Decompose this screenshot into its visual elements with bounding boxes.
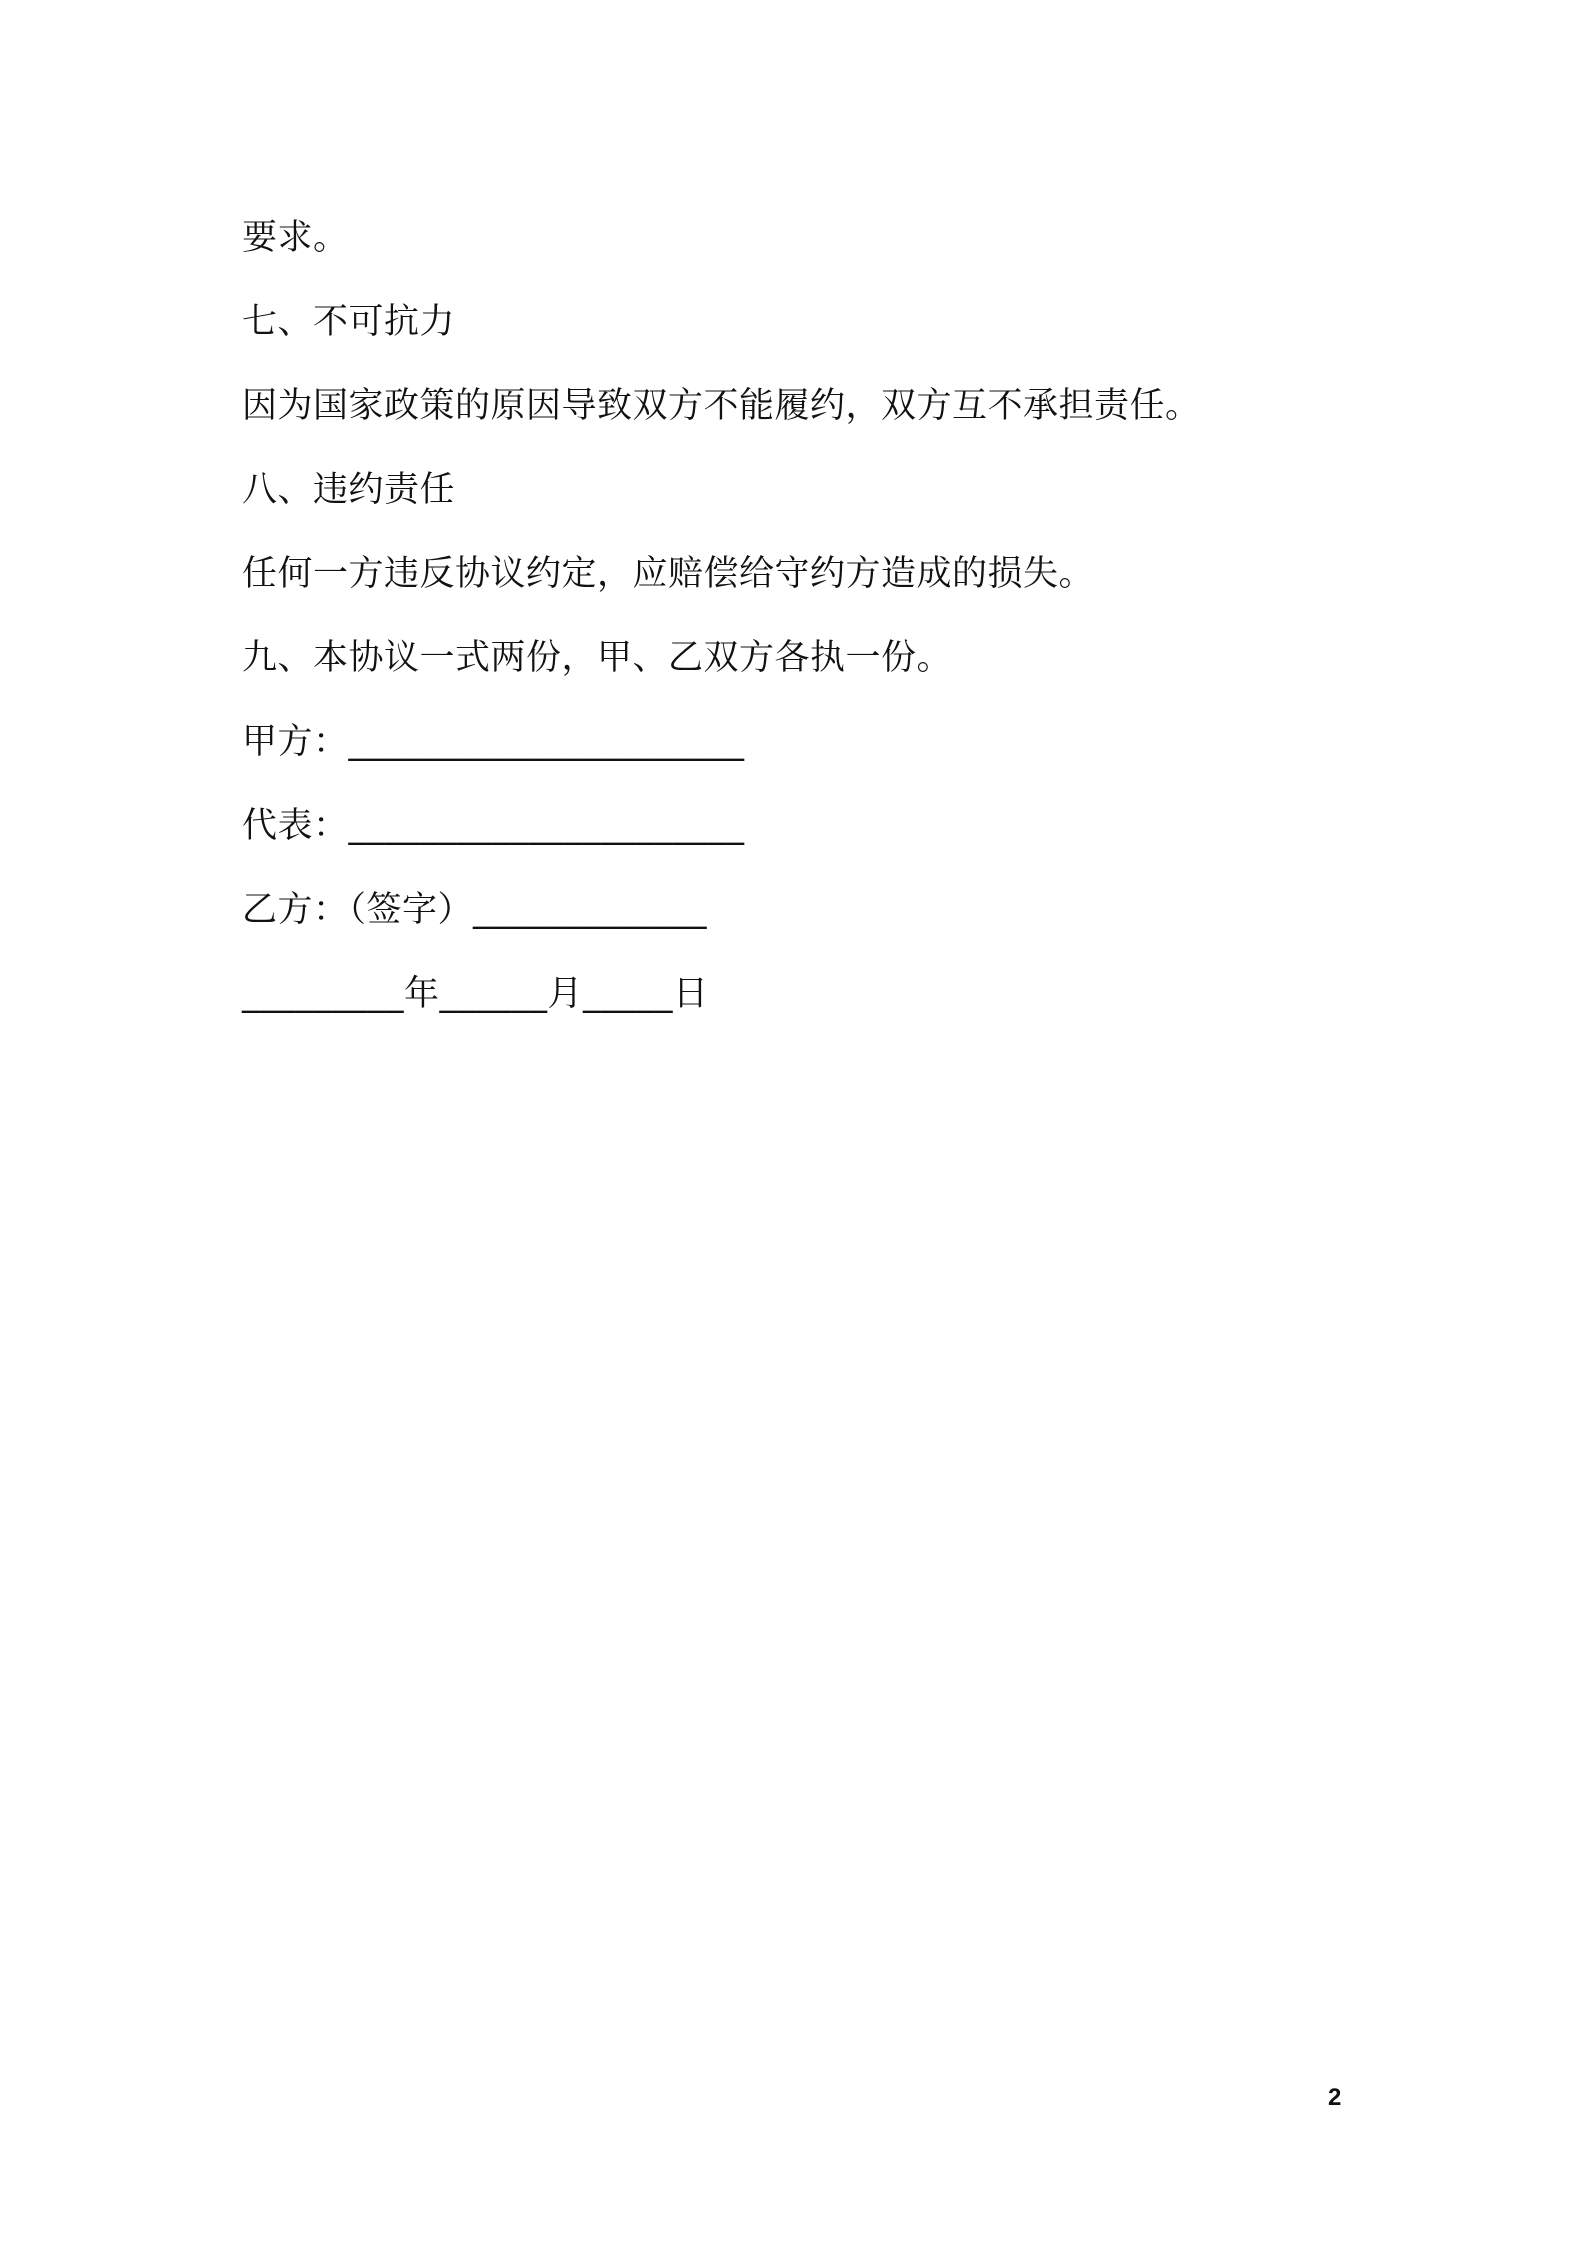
party-a-signature-line: 甲方：______________________ [242,722,745,762]
representative-signature-line: 代表：______________________ [242,806,745,846]
date-line: _________年______月_____日 [242,974,709,1014]
continuation-text: 要求。 [242,218,349,258]
section-heading-breach: 八、违约责任 [242,470,456,510]
page-number: 2 [1328,2084,1342,2111]
paragraph-force-majeure: 因为国家政策的原因导致双方不能履约，双方互不承担责任。 [242,386,1201,426]
section-copies: 九、本协议一式两份，甲、乙双方各执一份。 [242,638,953,678]
party-b-signature-line: 乙方：（签字）_____________ [242,890,708,930]
section-heading-force-majeure: 七、不可抗力 [242,302,456,342]
document-body [242,196,1342,1036]
paragraph-breach: 任何一方违反协议约定，应赔偿给守约方造成的损失。 [242,554,1095,594]
